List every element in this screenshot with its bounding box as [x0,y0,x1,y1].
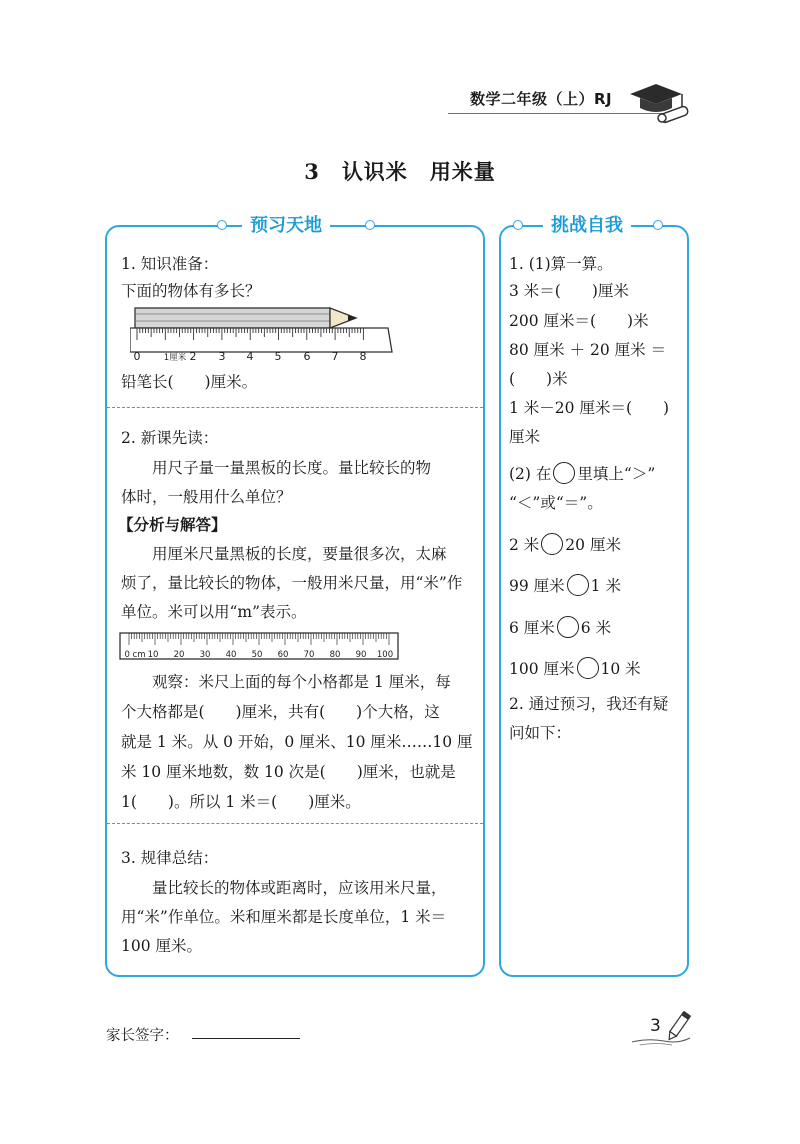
book-title: 数学二年级（上）RJ [470,90,613,108]
calc-line: 200 厘米＝( )米 [509,312,649,330]
analysis-line: 烦了，量比较长的物体，一般用米尺量，用“米”作 [121,574,463,592]
calc-line: 80 厘米 ＋ 20 厘米 ＝ [509,341,667,359]
section2-heading: 2. 新课先读： [121,429,219,447]
meter-label: 80 [329,650,341,660]
preview-panel-title: 预习天地 [242,211,330,237]
ruler-label: 2 [189,350,197,362]
compare-row [509,616,611,638]
compare-right: 6 米 [580,619,612,637]
q2-prefix: (2) 在 [509,465,552,483]
q2-suffix: 里填上“＞” [577,465,656,483]
compare-left: 2 米 [509,536,540,554]
q2-instruction [509,462,655,484]
challenge-panel-title: 挑战自我 [543,211,631,237]
section1-heading: 1. 知识准备： [121,255,219,273]
section1-answer: 铅笔长( )厘米。 [121,373,258,391]
compare-right: 20 厘米 [565,536,621,554]
title-dot-left [217,220,227,230]
meter-label: 60 [277,650,289,660]
meter-stick-figure [119,632,401,662]
pencil-swirl-icon [628,1008,694,1048]
compare-right: 10 米 [600,660,641,678]
summary-line: 100 厘米。 [121,937,203,955]
meter-label: 50 [251,650,263,660]
calc-line: 1 米－20 厘米＝( ) [509,399,670,417]
ruler-label: 4 [246,350,254,362]
calc-line: 厘米 [509,428,541,446]
title-dot-right [653,220,663,230]
compare-circle[interactable] [577,657,599,679]
q1-heading: 1. (1)算一算。 [509,255,613,273]
meter-label: 10 [147,650,159,660]
title-dot-right [365,220,375,230]
calc-line: ( )米 [509,370,568,388]
title-dot-left [513,220,523,230]
meter-label: 90 [355,650,367,660]
compare-left: 100 厘米 [509,660,575,678]
compare-row [509,574,621,596]
section3-heading: 3. 规律总结： [121,849,219,867]
ruler-label: 7 [331,350,339,362]
lesson-title-part2: 用米量 [429,159,496,184]
meter-label: 100 [376,650,394,660]
summary-line: 用“米”作单位。米和厘米都是长度单位，1 米＝ [121,908,447,926]
compare-circle[interactable] [541,533,563,555]
observation-line: 观察：米尺上面的每个小格都是 1 厘米，每 [152,673,451,691]
analysis-line: 单位。米可以用“m”表示。 [121,603,307,621]
meter-label: 40 [225,650,237,660]
observation-line: 就是 1 米。从 0 开始，0 厘米、10 厘米……10 厘 [121,733,473,751]
compare-row [509,533,621,555]
graduation-cap-icon [626,80,692,124]
meter-label: 20 [173,650,185,660]
compare-circle[interactable] [553,462,575,484]
observation-line: 个大格都是( )厘米，共有( )个大格，这 [121,703,440,721]
ruler-label: 5 [274,350,282,362]
compare-left: 99 厘米 [509,577,565,595]
section-divider [107,407,483,408]
section1-question: 下面的物体有多长？ [121,282,261,300]
ruler-label: 6 [303,350,311,362]
lesson-title-part1: 认识米 [341,159,408,184]
lesson-number: 3 [304,159,320,184]
parent-signature-label: 家长签字： [106,1028,179,1044]
compare-left: 6 厘米 [509,619,555,637]
observation-line: 1( )。所以 1 米＝( )厘米。 [121,793,361,811]
observation-line: 米 10 厘米地数，数 10 次是( )厘米，也就是 [121,763,456,781]
calc-line: 3 米＝( )厘米 [509,282,629,300]
summary-line: 量比较长的物体或距离时，应该用米尺量， [152,879,447,897]
lesson-title [0,156,800,186]
ruler-label: 0 [133,350,141,362]
q2-instruction-line2: “＜”或“＝”。 [509,494,603,512]
page-number: 3 [650,1016,661,1036]
section2-question-line: 用尺子量一量黑板的长度。量比较长的物 [152,459,432,477]
section2-question-line: 体时，一般用什么单位？ [121,488,292,506]
ruler-label: 1厘米 [163,353,187,362]
compare-right: 1 米 [590,577,621,595]
compare-circle[interactable] [567,574,589,596]
compare-row [509,657,641,679]
ruler-label: 8 [359,350,367,362]
ruler-label: 3 [218,350,226,362]
analysis-line: 用厘米尺量黑板的长度，要量很多次，太麻 [152,545,447,563]
meter-label: 30 [199,650,211,660]
analysis-label: 【分析与解答】 [118,515,227,534]
meter-label: 0 cm [124,650,146,660]
meter-label: 70 [303,650,315,660]
challenge-panel [499,225,689,977]
q2b-line: 2. 通过预习，我还有疑 [509,695,669,713]
pencil-ruler-figure [130,306,398,362]
parent-signature-line[interactable] [192,1038,300,1039]
compare-circle[interactable] [557,616,579,638]
q2b-line: 问如下： [509,724,572,742]
section-divider [107,823,483,824]
